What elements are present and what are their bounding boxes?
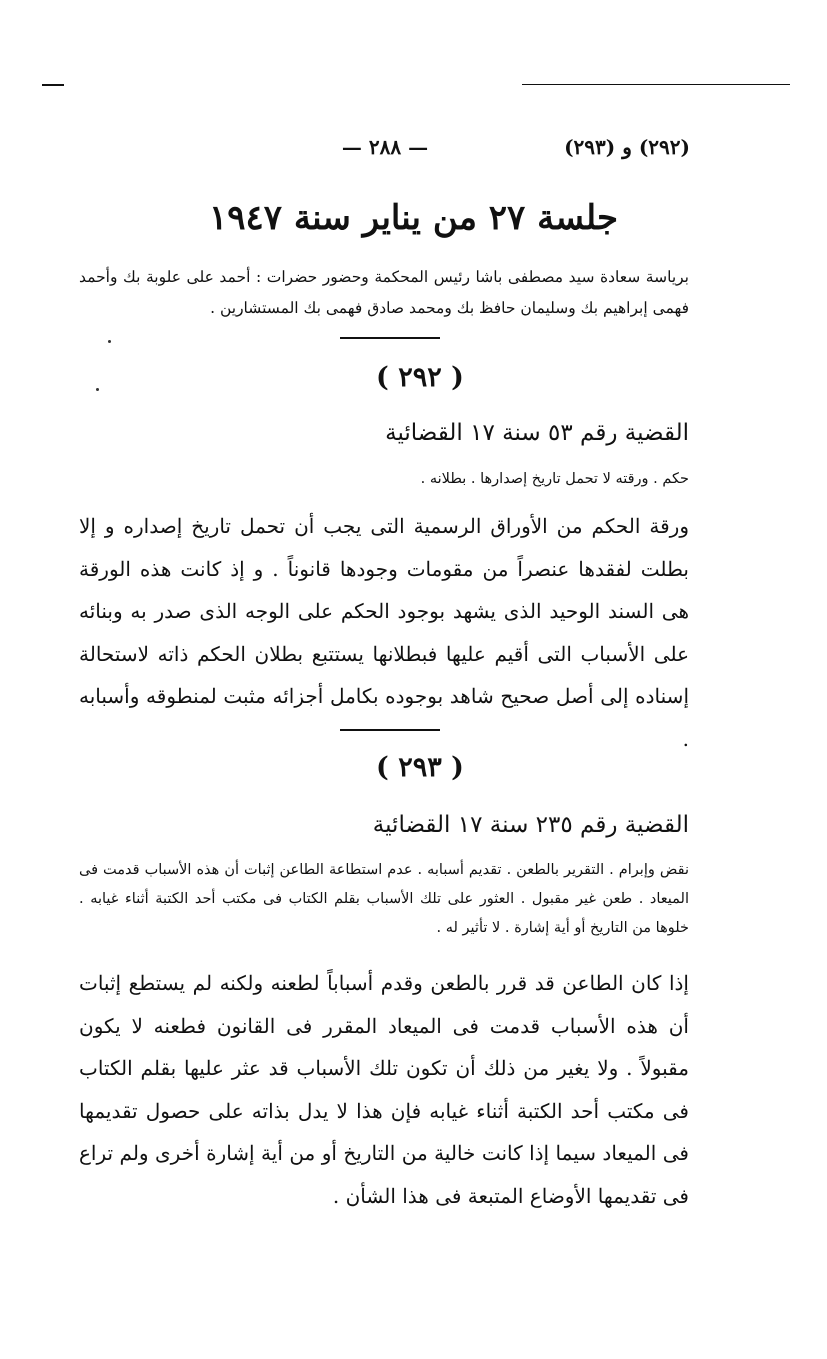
case-keywords: نقض وإبرام . التقرير بالطعن . تقديم أسبابه . عدم استطاعة الطاعن إثبات أن هذه الأسباب قدمت فى الميعاد . طعن غير مقبول . العثور على تلك الأسباب بقلم الكتاب فى مكتب أحد الكتبة أثناء غيابه . خلوها من التاريخ أو أية إشارة . لا تأثير له . [79,862,689,936]
case-keywords: حكم . ورقته لا تحمل تاريخ إصدارها . بطلانه . [420,471,689,487]
case-body: إذا كان الطاعن قد قرر بالطعن وقدم أسباباً لطعنه ولكنه لم يستطع إثبات أن هذه الأسباب قدمت فى الميعاد المقرر فى القانون فطعنه لا يكون مقبولاً . ولا يغير من ذلك أن تكون تلك الأسباب قد عثر عليها بقلم الكتاب فى مكتب أحد الكتبة أثناء غيابه فإن هذا لا يدل بذاته على حصول تقديمها فى الميعاد سيما إذا كانت خالية من التاريخ أو من أية إشارة أخرى ولم تراع فى تقديمها الأوضاع المتبعة فى هذا الشأن . [79,971,689,1208]
section-divider [340,337,440,339]
page-number: — ٢٨٨ — [341,135,429,159]
session-presidency: برياسة سعادة سيد مصطفى باشا رئيس المحكمة وحضور حضرات : أحمد على علوبة بك وأحمد فهمى إبراهيم بك وسليمان حافظ بك ومحمد صادق فهمى بك المستشارين . [79,268,689,317]
page-header [80,135,690,165]
header-case-ref: (٢٩٢) و (٢٩٣) [564,135,690,159]
case-body: ورقة الحكم من الأوراق الرسمية التى يجب أن تحمل تاريخ إصداره و إلا بطلت لفقدها عنصراً من مقومات وجودها قانوناً . و إذ كانت هذه الورقة هى السند الوحيد الذى يشهد بوجود الحكم على الوجه الذى صدر به وبنائه على الأسباب التى أقيم عليها فبطلانها يستتبع بطلان الحكم ذاته لاستحالة إسناده إلى أصل صحيح شاهد بوجوده بكامل أجزائه مثبت لمنطوقه وأسبابه . [79,514,689,751]
session-title: جلسة ٢٧ من يناير سنة ١٩٤٧ [209,198,618,238]
case-number: ( ٢٩٢ ) [376,362,464,393]
top-left-rule [42,84,64,86]
case-title: القضية رقم ٥٣ سنة ١٧ القضائية [385,420,689,446]
case-title: القضية رقم ٢٣٥ سنة ١٧ القضائية [372,812,689,838]
speck [108,340,111,343]
section-divider [340,729,440,731]
top-right-rule [522,84,790,85]
case-number: ( ٢٩٣ ) [376,752,464,783]
